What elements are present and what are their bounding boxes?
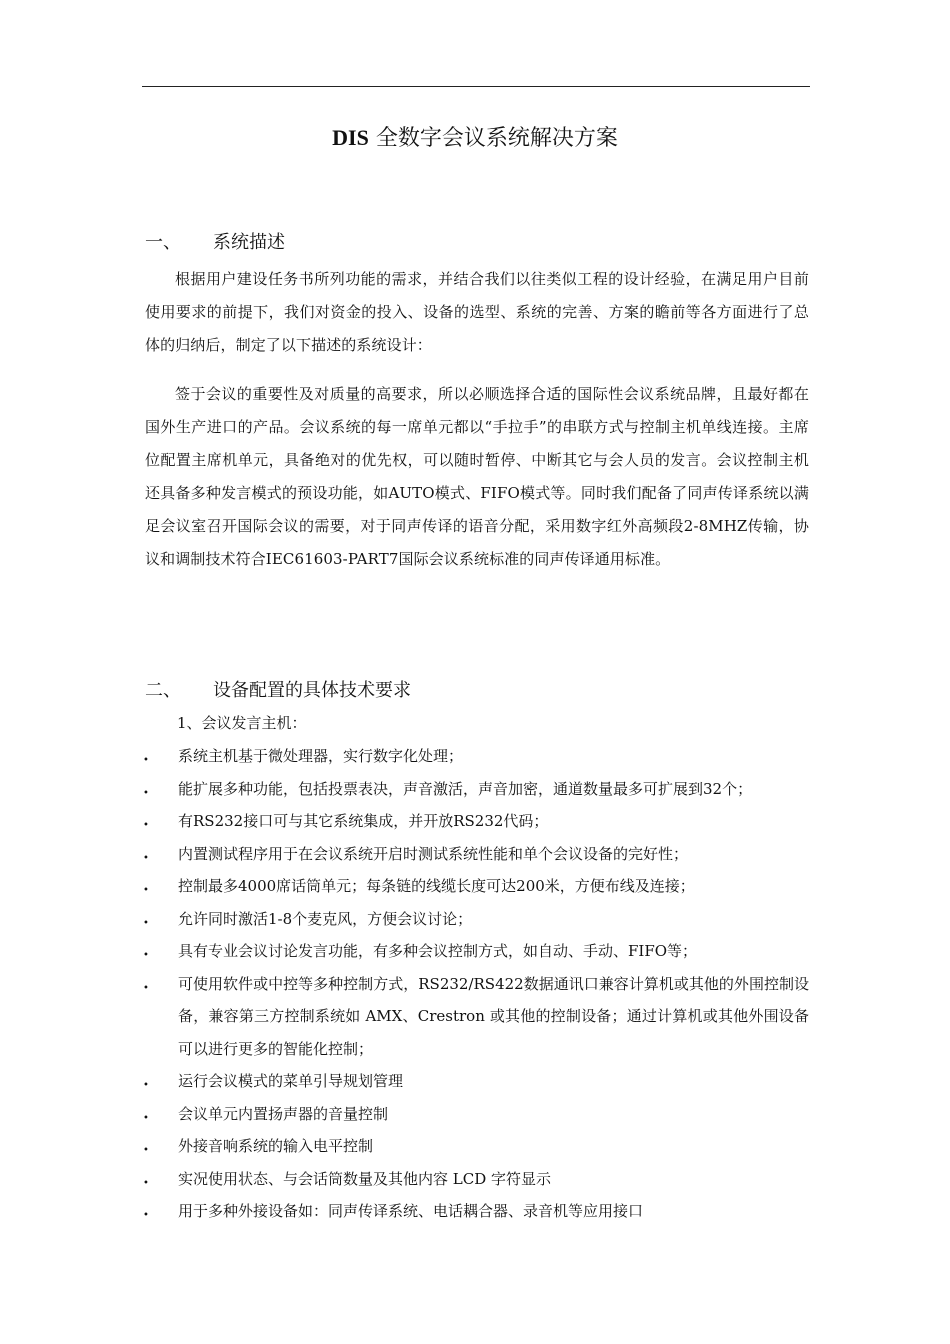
list-item-text: 会议单元内置扬声器的音量控制 [178,1104,389,1123]
list-item-text: 能扩展多种功能，包括投票表决，声音激活，声音加密，通道数量最多可扩展到32个； [178,779,753,798]
requirements-list [143,740,809,1228]
list-item [143,838,809,871]
document-title [0,122,950,155]
list-item-text: 运行会议模式的菜单引导规划管理 [178,1072,404,1090]
list-item-text: 外接音响系统的输入电平控制 [178,1137,374,1155]
section-2-number: 二、 [145,680,181,701]
title-latin: DIS [332,125,369,150]
list-item [143,773,809,806]
list-item [143,935,809,968]
bullet-icon: • [143,820,149,831]
bullet-icon: • [143,1145,149,1156]
list-item [143,805,809,838]
list-item [143,1130,809,1163]
section-1-paragraph-2: 签于会议的重要性及对质量的高要求，所以必顺选择合适的国际性会议系统品牌，且最好都在国外生产进口的产品。会议系统的每一席单元都以“手拉手”的串联方式与控制主机单线连接。主席位配置主席机单元，具备绝对的优先权，可以随时暂停、中断其它与会人员的发言。会议控制主机还具备多种发言模式的预设功能，如AUTO模式、FIFO模式等。同时我们配备了同声传译系统以满足会议室召开国际会议的需要，对于同声传译的语音分配，采用数字红外高频段2-8MHZ传输，协议和调制技术符合IEC61603-PART7国际会议系统标准的同声传译通用标准。 [145,385,809,568]
list-item [143,1163,809,1196]
section-1-number: 一、 [145,232,181,253]
list-item [143,740,809,773]
bullet-icon: • [143,755,149,766]
bullet-icon: • [143,1112,149,1124]
section-2-subheading: 1、会议发言主机： [177,714,307,732]
list-item [143,1065,809,1098]
bullet-icon: • [143,1210,149,1221]
bullet-icon: • [143,950,149,961]
list-item-text: 系统主机基于微处理器，实行数字化处理； [178,747,464,765]
list-item-text: 有RS232接口可与其它系统集成，并开放RS232代码； [178,812,549,830]
list-item-text: 控制最多4000席话筒单元；每条链的线缆长度可达200米，方便布线及连接； [178,877,695,895]
list-item-text: 实况使用状态、与会话筒数量及其他内容 LCD 字符显示 [178,1169,552,1188]
list-item-text: 具有专业会议讨论发言功能，有多种会议控制方式，如自动、手动、FIFO等； [178,942,698,960]
header-rule [142,86,810,87]
bullet-icon: • [143,852,149,864]
list-item [143,903,809,936]
bullet-icon: • [143,1080,149,1091]
bullet-icon: • [143,787,149,799]
list-item [143,1195,809,1228]
list-item-text: 内置测试程序用于在会议系统开启时测试系统性能和单个会议设备的完好性； [178,844,689,863]
list-item [143,968,809,1066]
section-2-title: 设备配置的具体技术要求 [213,680,411,701]
bullet-icon: • [143,917,149,929]
bullet-icon: • [143,982,149,994]
section-2-heading [145,678,411,704]
bullet-icon: • [143,1177,149,1189]
list-item [143,870,809,903]
section-1-heading [145,230,285,256]
title-cjk: 全数字会议系统解决方案 [368,126,618,151]
list-item-text: 可使用软件或中控等多种控制方式，RS232/RS422数据通讯口兼容计算机或其他的外围控制设备，兼容第三方控制系统如 AMX、Crestron 或其他的控制设备；通过计算机或其他外围设备可以进行更多的智能化控制； [178,974,809,1058]
list-item-text: 用于多种外接设备如：同声传译系统、电话耦合器、录音机等应用接口 [178,1202,644,1220]
list-item-text: 允许同时激活1-8个麦克风，方便会议讨论； [178,909,473,928]
section-1-paragraph-1: 根据用户建设任务书所列功能的需求，并结合我们以往类似工程的设计经验，在满足用户目前使用要求的前提下，我们对资金的投入、设备的选型、系统的完善、方案的瞻前等各方面进行了总体的归纳后，制定了以下描述的系统设计： [145,270,809,354]
section-1-title: 系统描述 [213,232,285,253]
bullet-icon: • [143,885,149,896]
list-item [143,1098,809,1131]
